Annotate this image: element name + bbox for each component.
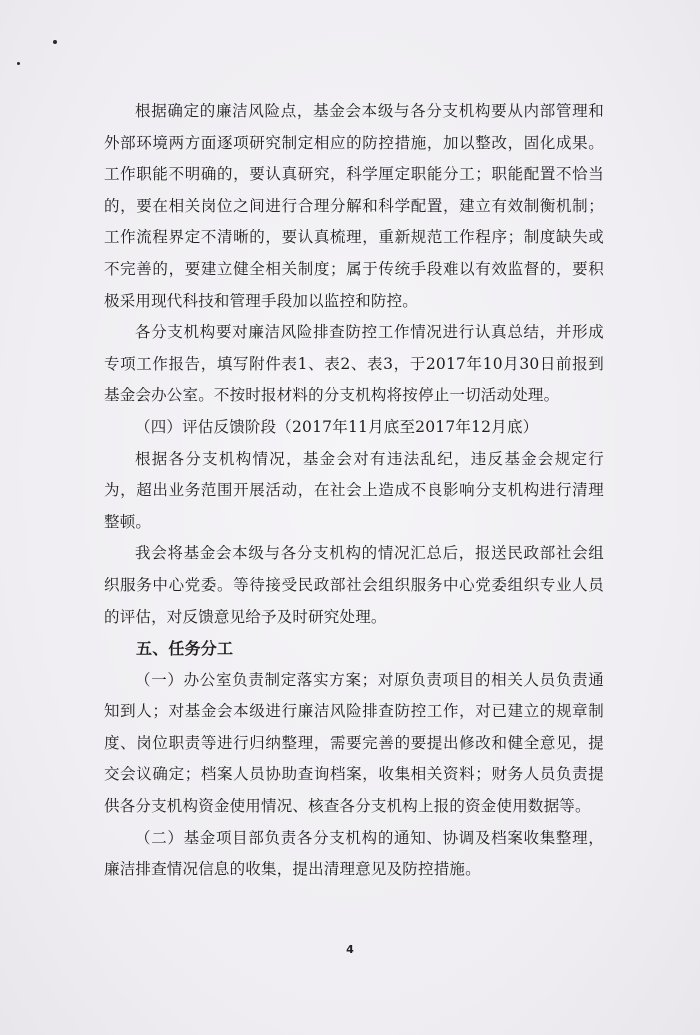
section-five-title: 五、任务分工 [136, 639, 234, 659]
paragraph-risk-measures: 根据确定的廉洁风险点，基金会本级与各分支机构要从内部管理和外部环境两方面逐项研究制定相应的防控措施，加以整改，固化成果。工作职能不明确的，要认真研究，科学厘定职能分工；职能配置不恰当的，要在相关岗位之间进行合理分解和科学配置，建立有效制衡机制；工作流程界定不清晰的，要认真梳理，重新规范工作程序；制度缺失或不完善的，要建立健全相关制度；属于传统手段难以有效监督的，要积极采用现代科技和管理手段加以监控和防控。 [104, 102, 604, 310]
paragraph-rectification: 根据各分支机构情况，基金会对有违法乱纪，违反基金会规定行为，超出业务范围开展活动，在社会上造成不良影响分支机构进行清理整顿。 [104, 449, 604, 531]
paragraph-summary-report: 各分支机构要对廉洁风险排查防控工作情况进行认真总结，并形成专项工作报告，填写附件表1、表2、表3，于2017年10月30日前报到基金会办公室。不按时报材料的分支机构将按停止一切活动处理。 [104, 323, 604, 405]
stage-four-heading: （四）评估反馈阶段（2017年11月底至2017年12月底） [135, 417, 539, 436]
paragraph-office-duties: （一）办公室负责制定落实方案；对原负责项目的相关人员负责通知到人；对基金会本级进行廉洁风险排查防控工作，对已建立的规章制度、岗位职责等进行归纳整理，需要完善的要提出修改和健全意见，提交会议确定；档案人员协助查询档案，收集相关资料；财务人员负责提供各分支机构资金使用情况、核查各分支机构上报的资金使用数据等。 [104, 670, 604, 816]
paragraph-report-upward: 我会将基金会本级与各分支机构的情况汇总后，报送民政部社会组织服务中心党委。等待接受民政部社会组织服务中心党委组织专业人员的评估，对反馈意见给予及时研究处理。 [104, 544, 604, 626]
scan-speck [17, 62, 20, 65]
page-number: 4 [346, 943, 354, 956]
scan-speck [53, 40, 57, 44]
document-body [104, 96, 604, 886]
paragraph-project-dept-duties: （二）基金项目部负责各分支机构的通知、协调及档案收集整理，廉洁排查情况信息的收集，提出清理意见及防控措施。 [104, 828, 604, 879]
